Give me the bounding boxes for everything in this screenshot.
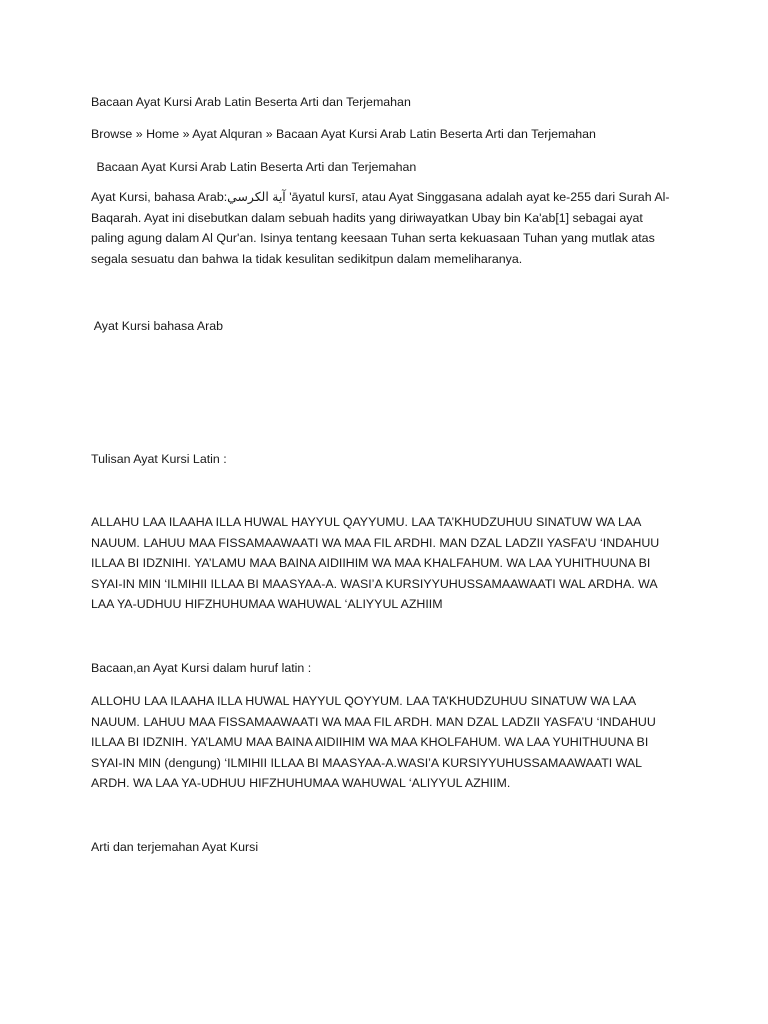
breadcrumb: Browse » Home » Ayat Alquran » Bacaan Ayat Kursi Arab Latin Beserta Arti dan Terjemahan: [91, 127, 596, 141]
arab-section-heading: Ayat Kursi bahasa Arab: [91, 319, 224, 333]
latin-section-heading: Tulisan Ayat Kursi Latin :: [91, 452, 227, 466]
arti-section-heading: Arti dan terjemahan Ayat Kursi: [91, 840, 259, 854]
huruf-latin-heading: Bacaan,an Ayat Kursi dalam huruf latin :: [91, 661, 312, 675]
document-title: Bacaan Ayat Kursi Arab Latin Beserta Arti dan Terjemahan: [91, 95, 411, 109]
document-subtitle: Bacaan Ayat Kursi Arab Latin Beserta Arti dan Terjemahan: [93, 160, 417, 174]
huruf-latin-paragraph: ALLOHU LAA ILAAHA ILLA HUWAL HAYYUL QOYYUM. LAA TA’KHUDZUHUU SINATUW WA LAA NAUUM. LAHUU MAA FISSAMAAWAATI WA MAA FIL ARDH. MAN DZAL LADZII YASFA’U ‘INDAHUU ILLAA BI IDZNIH. YA’LAMU MAA BAINA AIDIIHIM WA MAA KHOLFAHUM. WA LAA YUHITHUUNA BI SYAI-IN MIN (dengung) ‘ILMIHII ILLAA BI MAASYAA-A.WASI’A KURSIYYUHUSSAMAAWAATI WAL ARDH. WA LAA YA-UDHUU HIFZHUHUMAA WAHUWAL ‘ALIYYUL AZHIIM.: [91, 694, 656, 790]
latin-text-paragraph: ALLAHU LAA ILAAHA ILLA HUWAL HAYYUL QAYYUMU. LAA TA’KHUDZUHUU SINATUW WA LAA NAUUM. LAHUU MAA FISSAMAAWAATI WA MAA FIL ARDHI. MAN DZAL LADZII YASFA’U ‘INDAHUU ILLAA BI IDZNIHI. YA’LAMU MAA BAINA AIDIIHIM WA MAA KHALFAHUM. WA LAA YUHITHUUNA BI SYAI-IN MIN ‘ILMIHII ILLAA BI MAASYAA-A. WASI’A KURSIYYUHUSSAMAAWAATI WAL ARDHA. WA LAA YA-UDHUU HIFZHUHUMAA WAHUWAL ‘ALIYYUL AZHIIM: [91, 515, 660, 611]
intro-paragraph: Ayat Kursi, bahasa Arab:آية الكرسي 'āyatul kursī, atau Ayat Singgasana adalah ayat ke-255 dari Surah Al-Baqarah. Ayat ini disebutkan dalam sebuah hadits yang diriwayatkan Ubay bin Ka'ab[1] sebagai ayat paling agung dalam Al Qur'an. Isinya tentang keesaan Tuhan serta kekuasaan Tuhan yang mutlak atas segala sesuatu dan bahwa Ia tidak kesulitan sedikitpun dalam memeliharanya.: [91, 190, 670, 266]
